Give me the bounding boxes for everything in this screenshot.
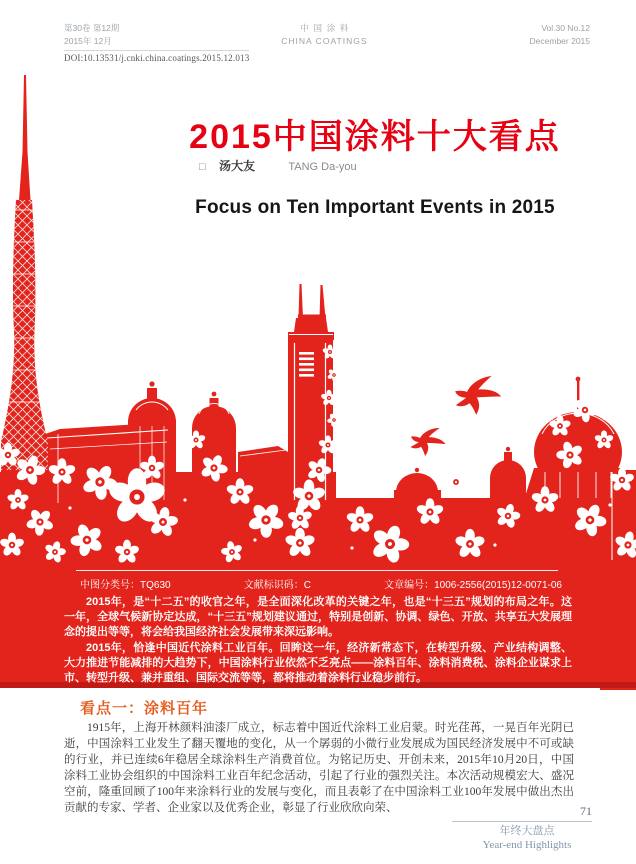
document-code: 文献标识码：C <box>243 580 311 591</box>
swallow-birds <box>409 375 504 458</box>
footer-column-cn: 年终大盘点 <box>499 825 555 837</box>
abstract-block <box>64 595 572 686</box>
author-name-en: TANG Da-you <box>288 161 357 173</box>
canton-tower <box>0 75 52 505</box>
footer-column <box>462 824 592 852</box>
article-title-cn: 2015中国涂料十大看点 <box>189 118 561 156</box>
date-en: December 2015 <box>529 36 590 46</box>
section1-paragraph: 1915年，上海开林颜料油漆厂成立，标志着中国近代涂料工业启蒙。时光荏苒，一晃百年光阴已逝，中国涂料工业发生了翻天覆地的变化，从一个孱弱的小微行业发展成为国民经济发展中不可或缺的行业，并已连续6年稳居全球涂料生产消费首位。为铭记历史、开创未来，2015年10月20日，中国涂料工业协会组织的中国涂料工业百年纪念活动，引起了行业的强烈关注。本次活动规模宏大、盛况空前，隆重回顾了100年来涂料行业的发展与变化，而且表彰了在中国涂料工业100年发展中做出杰出贡献的专家、学者、企业家以及优秀企业，彰显了行业欣欣向荣、 <box>64 722 574 814</box>
page-number: 71 <box>580 804 592 818</box>
section1-body <box>64 720 574 816</box>
doi-text: DOI:10.13531/j.cnki.china.coatings.2015.12.013 <box>64 53 250 63</box>
author-marker: □ <box>199 161 206 173</box>
volume-cn: 第30卷 第12期 <box>64 23 120 33</box>
article-id: 文章编号：1006-2556(2015)12-0071-06 <box>384 580 562 591</box>
abstract-paragraph-2: 2015年，恰逢中国近代涂料工业百年。回眸这一年，经济新常态下，在转型升级、产业结构调整、大力推进节能减排的大趋势下，中国涂料行业依然不乏亮点——涂料百年、涂料消费税、涂料企业谋求上市、转型升级、兼并重组、国际交流等等，都将推动着涂料行业稳步前行。 <box>64 641 572 685</box>
section1-heading: 看点一：涂料百年 <box>80 700 209 717</box>
journal-name-en: CHINA COATINGS <box>281 36 368 46</box>
author-name-cn: 汤大友 <box>219 159 256 173</box>
abstract-paragraph-1: 2015年，是“十二五”的收官之年，是全面深化改革的关键之年，也是“十三五”规划的布局之年。这一年，全球气候新协定达成，“十三五”规划建议通过，特别是创新、协调、绿色、开放、共享五大发展理念的提出等等，将会给我国经济社会发展带来深远影响。 <box>64 596 572 639</box>
footer-column-en: Year-end Highlights <box>482 839 572 851</box>
clc-number: 中图分类号：TQ630 <box>80 580 171 591</box>
metadata-row <box>80 576 562 591</box>
date-cn: 2015年 12月 <box>64 36 112 46</box>
volume-en: Vol.30 No.12 <box>541 23 590 33</box>
journal-name-cn: 中国涂料 <box>300 23 354 33</box>
footer-divider <box>452 821 592 822</box>
metadata-divider <box>76 570 558 571</box>
author-line <box>199 157 357 174</box>
article-title-en: Focus on Ten Important Events in 2015 <box>195 197 555 218</box>
